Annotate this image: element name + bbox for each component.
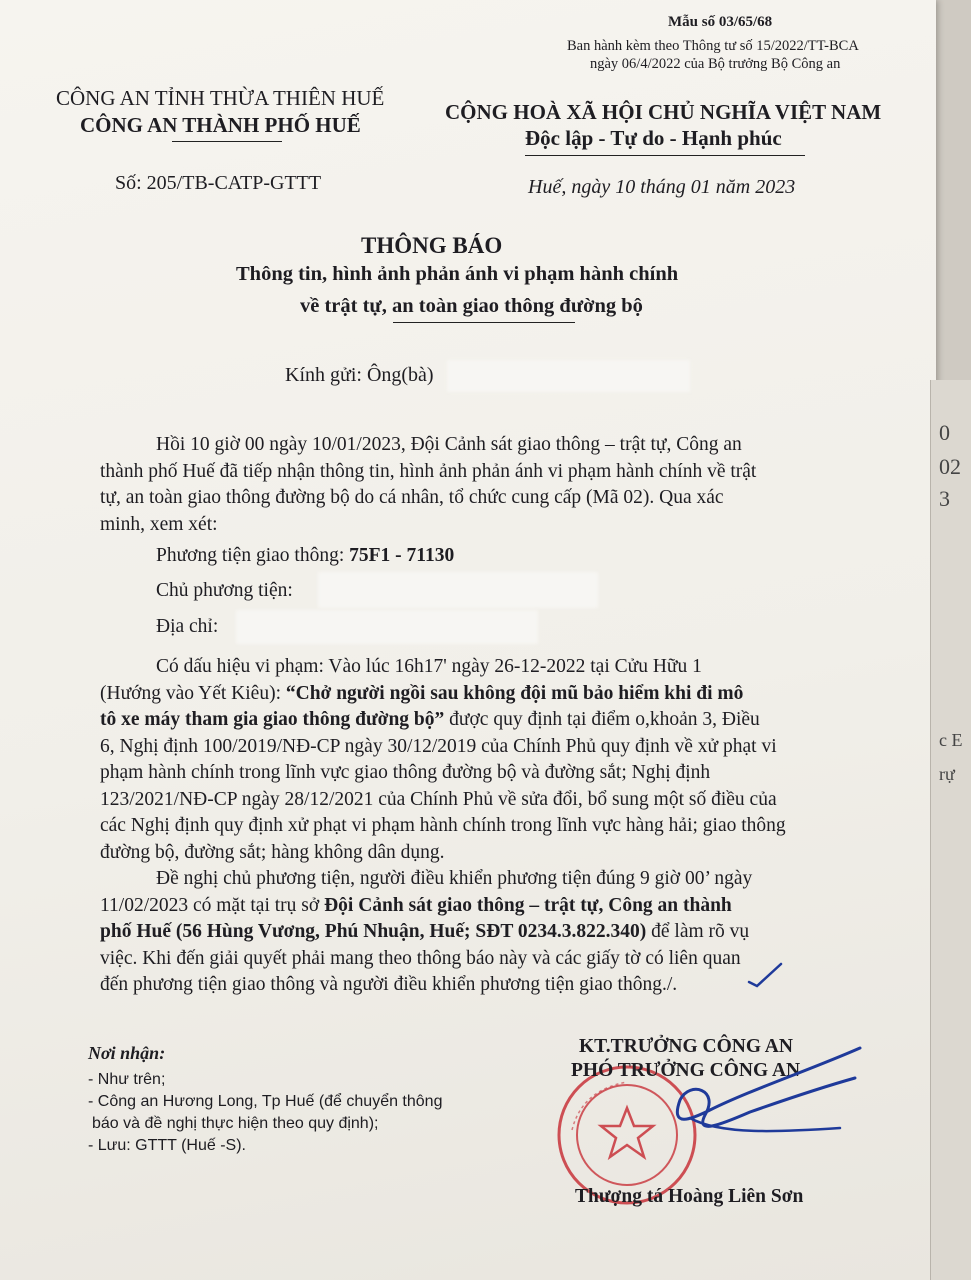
vehicle-row bbox=[156, 545, 454, 567]
violation-paragraph bbox=[100, 654, 860, 866]
intro-paragraph bbox=[100, 432, 860, 538]
intro-line: tự, an toàn giao thông đường bộ do cá nhân, tổ chức cung cấp (Mã 02). Qua xác bbox=[100, 487, 724, 508]
violation-location: (Hướng vào Yết Kiêu): bbox=[100, 682, 286, 704]
recipient-name-redacted bbox=[447, 360, 690, 392]
violation-line: 6, Nghị định 100/2019/NĐ-CP ngày 30/12/2019 của Chính Phủ quy định về xử phạt vi bbox=[100, 735, 777, 757]
signer-name: Thượng tá Hoàng Liên Sơn bbox=[575, 1186, 804, 1207]
form-code: Mẫu số 03/65/68 bbox=[668, 14, 773, 30]
address-redacted bbox=[236, 610, 538, 644]
violation-line: Có dấu hiệu vi phạm: Vào lúc 16h17' ngày 26-12-2022 tại Cửu Hữu 1 bbox=[156, 656, 702, 677]
intro-line: minh, xem xét: bbox=[100, 513, 218, 535]
owner-label-text: Chủ phương tiện: bbox=[156, 580, 293, 601]
vehicle-label: Phương tiện giao thông: bbox=[156, 545, 350, 566]
side-fragment: rự bbox=[939, 764, 955, 784]
intro-line: thành phố Huế đã tiếp nhận thông tin, hình ảnh phản ánh vi phạm hành chính về trật bbox=[100, 460, 757, 482]
violation-line bbox=[100, 681, 860, 708]
request-line bbox=[100, 893, 860, 920]
nation-name: CỘNG HOÀ XÃ HỘI CHỦ NGHĨA VIỆT NAM bbox=[445, 100, 882, 124]
side-fragment: c E bbox=[939, 730, 963, 750]
address-label: Địa chỉ: bbox=[156, 616, 219, 637]
violation-line: đường bộ, đường sắt; hàng không dân dụng. bbox=[100, 841, 445, 863]
adjacent-document-edge bbox=[930, 380, 971, 1280]
violation-description-end: tô xe máy tham gia giao thông đường bộ” bbox=[100, 709, 445, 730]
recipients-heading: Nơi nhận: bbox=[88, 1043, 166, 1063]
place-date: Huế, ngày 10 tháng 01 năm 2023 bbox=[528, 176, 796, 198]
document-number: Số: 205/TB-CATP-GTTT bbox=[115, 172, 322, 194]
intro-line: Hồi 10 giờ 00 ngày 10/01/2023, Đội Cảnh sát giao thông – trật tự, Công an bbox=[156, 434, 742, 455]
violation-line: các Nghị định quy định xử phạt vi phạm hành chính trong lĩnh vực hàng hải; giao thông bbox=[100, 815, 786, 836]
nation-motto: Độc lập - Tự do - Hạnh phúc bbox=[525, 126, 782, 150]
request-line: Đề nghị chủ phương tiện, người điều khiển phương tiện đúng 9 giờ 00’ ngày bbox=[156, 868, 753, 889]
agency-name: CÔNG AN THÀNH PHỐ HUẾ bbox=[80, 113, 361, 137]
agency-parent: CÔNG AN TỈNH THỪA THIÊN HUẾ bbox=[56, 86, 385, 110]
violation-line bbox=[100, 707, 860, 734]
subtitle-underline bbox=[393, 322, 575, 323]
handwritten-signature bbox=[600, 1040, 870, 1150]
form-issued-line1: Ban hành kèm theo Thông tư số 15/2022/TT-BCA bbox=[567, 38, 859, 54]
notice-subtitle-2: về trật tự, an toàn giao thông đường bộ bbox=[300, 295, 643, 317]
agency-underline bbox=[172, 141, 282, 142]
request-office: Đội Cảnh sát giao thông – trật tự, Công an thành bbox=[324, 894, 732, 916]
owner-label bbox=[156, 580, 293, 602]
violation-line: phạm hành chính trong lĩnh vực giao thông đường bộ và đường sắt; Nghị định bbox=[100, 762, 711, 783]
recipients-list bbox=[88, 1069, 442, 1157]
form-issued-line2: ngày 06/4/2022 của Bộ trưởng Bộ Công an bbox=[590, 56, 841, 72]
recipients-item: - Lưu: GTTT (Huế -S). bbox=[88, 1137, 246, 1154]
recipients-item: báo và đề nghị thực hiện theo quy định); bbox=[92, 1115, 379, 1132]
request-office-address: phố Huế (56 Hùng Vương, Phú Nhuận, Huế; SĐT 0234.3.822.340) bbox=[100, 921, 647, 942]
side-fragment: 3 bbox=[939, 486, 950, 511]
violation-line: 123/2021/NĐ-CP ngày 28/12/2021 của Chính Phủ về sửa đổi, bổ sung một số điều của bbox=[100, 788, 777, 810]
request-date: 11/02/2023 có mặt tại trụ sở bbox=[100, 894, 325, 916]
request-line bbox=[100, 919, 860, 946]
violation-description: “Chở người ngồi sau không đội mũ bảo hiểm khi đi mô bbox=[285, 682, 744, 704]
recipients-item: - Công an Hương Long, Tp Huế (để chuyển thông bbox=[88, 1093, 443, 1110]
recipients-item: - Như trên; bbox=[88, 1071, 166, 1088]
recipient-label: Kính gửi: Ông(bà) bbox=[285, 364, 434, 386]
check-mark-icon bbox=[745, 960, 785, 990]
request-line: đến phương tiện giao thông và người điều khiển phương tiện giao thông./. bbox=[100, 974, 678, 995]
motto-underline bbox=[525, 155, 805, 156]
notice-subtitle-1: Thông tin, hình ảnh phản ánh vi phạm hành chính bbox=[236, 263, 679, 285]
notice-title: THÔNG BÁO bbox=[361, 233, 503, 258]
owner-name-redacted bbox=[318, 572, 598, 608]
violation-regulation: được quy định tại điểm o,khoản 3, Điều bbox=[444, 709, 760, 730]
vehicle-plate: 75F1 - 71130 bbox=[349, 545, 455, 566]
signer-title-1: KT.TRƯỞNG CÔNG AN bbox=[579, 1036, 793, 1057]
side-fragment: 0 bbox=[939, 420, 950, 445]
request-purpose: để làm rõ vụ bbox=[646, 921, 750, 942]
signer-title-2: PHÓ TRƯỞNG CÔNG AN bbox=[571, 1060, 801, 1081]
side-fragment: 02 bbox=[939, 454, 961, 479]
request-line: việc. Khi đến giải quyết phải mang theo thông báo này và các giấy tờ có liên quan bbox=[100, 947, 741, 969]
